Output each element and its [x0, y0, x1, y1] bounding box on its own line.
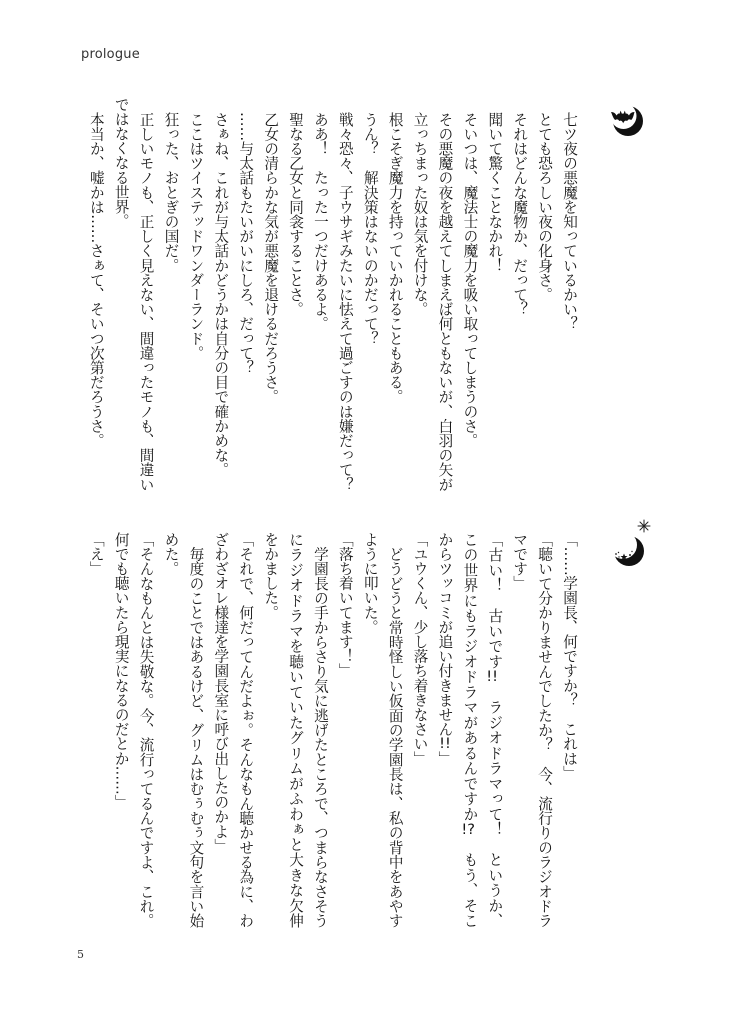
lower-tier-text — [83, 532, 581, 928]
text-line: 「……学園長、何ですか？ これは」 — [561, 532, 578, 781]
text-line: 聞いて驚くことなかれ！ — [486, 112, 504, 273]
upper-tier-text — [83, 97, 581, 494]
page-number: 5 — [77, 948, 84, 961]
text-line: 学園長の手からさり気に逃げたところで、つまらなさそう — [311, 532, 329, 928]
section-label: prologue — [81, 47, 140, 62]
text-line: ここはツイステッドワンダーランド。 — [187, 112, 205, 361]
text-line: 「ユウくん、少し落ち着きなさい」 — [411, 532, 429, 766]
text-line: めた。 — [162, 532, 180, 576]
text-line: 「え」 — [87, 532, 105, 576]
text-line: 乙女の清らかな気が悪魔を退けるだろうさ。 — [262, 112, 280, 404]
text-line: 「聴いて分かりませんでしたか？ 今、流行りのラジオドラ — [536, 532, 554, 928]
text-line: どうどうと常時怪しい仮面の学園長は、私の背中をあやす — [386, 532, 404, 928]
text-line: 狂った、おとぎの国だ。 — [162, 112, 180, 273]
text-line: ではなくなる世界。 — [112, 97, 130, 229]
text-line: 「落ち着いてます！」 — [336, 532, 354, 678]
crescent-moon-bat-icon — [606, 100, 648, 142]
text-line: この世界にもラジオドラマがあるんですか!? もう、そこ — [461, 532, 479, 928]
text-line: 「そんなもんとは失敬な。今、流行ってるんですよ、これ。 — [137, 532, 155, 928]
text-line: 本当か、嘘かは……さぁて、そいつ次第だろうさ。 — [87, 112, 105, 448]
text-line: 聖なる乙女と同衾することさ。 — [287, 112, 305, 317]
text-line: ように叩いた。 — [361, 532, 379, 635]
text-line: 「それで、何だってんだよぉ。そんなもん聴かせる為に、わ — [237, 532, 255, 928]
text-line: それはどんな魔物か、だって？ — [511, 112, 529, 317]
text-line: 毎度のことではあるけど、グリムはむぅむぅ文句を言い始 — [187, 532, 205, 928]
text-line: 七ツ夜の悪魔を知っているかい？ — [561, 112, 578, 331]
text-line: ああ！ たった一つだけあるよ。 — [311, 112, 329, 331]
text-line: からツッコミが追い付きません!!」 — [436, 532, 454, 766]
text-line: 立っちまった奴は気を付けな。 — [411, 112, 429, 317]
text-line: 「古い！ 古いです!! ラジオドラマって！ というか、 — [486, 532, 504, 928]
text-line: うん？ 解決策はないのかだって？ — [361, 112, 379, 346]
text-line: とても恐ろしい夜の化身さ。 — [536, 112, 554, 302]
text-line: そいつは、魔法士の魔力を吸い取ってしまうのさ。 — [461, 112, 479, 448]
text-line: にラジオドラマを聴いていたグリムがふわぁと大きな欠伸 — [287, 532, 305, 928]
text-line: 正しいモノも、正しく見えない、間違ったモノも、間違い — [137, 112, 155, 492]
text-line: マです」 — [511, 532, 529, 591]
text-line: さぁね、これが与太話かどうかは自分の目で確かめな。 — [212, 112, 230, 477]
crescent-moon-stars-icon — [603, 516, 653, 570]
text-line: ざわざオレ様達を学園長室に呼び出したのかよ」 — [212, 532, 230, 854]
text-line: をかました。 — [262, 532, 280, 620]
text-line: 根こそぎ魔力を持っていかれることもある。 — [386, 112, 404, 404]
text-line: 戦々恐々、子ウサギみたいに怯えて過ごすのは嫌だって？ — [336, 112, 354, 492]
text-line: その悪魔の夜を越えてしまえば何ともないが、白羽の矢が — [436, 112, 454, 492]
text-line: 何でも聴いたら現実になるのだとか……」 — [112, 532, 130, 810]
text-line: ……与太話もたいがいにしろ、だって？ — [237, 112, 255, 375]
